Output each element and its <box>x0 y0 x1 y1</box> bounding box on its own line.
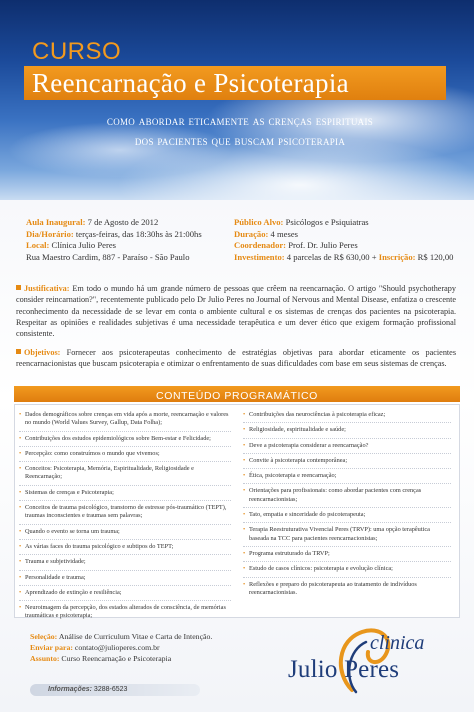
item-divider <box>19 554 231 555</box>
programa-item: • Reflexões e preparo do psicoterapeuta ao tratamento de indivíduos reencarnacionistas. <box>243 581 451 598</box>
square-bullet-icon <box>16 285 21 290</box>
programa-item: • Dados demográficos sobre crenças em vida após a morte, reencarnação e valores no mundo (World Values Survey, Gallup, Data Folha); <box>19 411 231 428</box>
programa-item: • Conceitos de trauma psicológico, transtorno de estresse pós-traumático (TEPT), traumas inconscientes e traumas sem palavras; <box>19 504 231 521</box>
publico-row <box>234 217 464 229</box>
programa-item: • Contribuições das neurociências à psicoterapia eficaz; <box>243 411 451 419</box>
item-divider <box>19 539 231 540</box>
local-row <box>26 240 236 252</box>
invest-label: Investimento: <box>234 251 285 262</box>
programa-item: • Terapia Reestruturativa Vivencial Peres (TRVP): uma opção terapêutica baseada na TCC para pacientes reencarnacionistas; <box>243 526 451 543</box>
duracao-value: 4 meses <box>270 228 298 239</box>
info-phone: 3288-6523 <box>93 686 128 693</box>
info-column-right <box>234 217 464 263</box>
programa-column-right <box>243 411 451 600</box>
programa-item: • Trauma e subjetividade; <box>19 558 231 566</box>
justificativa-text: Em todo o mundo há um grande número de pessoas que crêem na reencarnação. O artigo "Should psychotherapy consider reincarnation?", recentemente publicado pelo Dr Julio Peres no Journal of Nervous and Mental Disease, enfatiza o crescente reconhecimento da necessidade de se levar em conta o ambiente cultural e os sistemas de crenças dos pacientes na psicoterapia. Respeitar as opiniões e realidades subjetivas é uma necessidade terapêutica e um dever ético que exigem formação profissional consistente. <box>16 284 456 339</box>
programa-item: • As várias faces do trauma psicológico e subtipos do TEPT; <box>19 543 231 551</box>
logo-clinica-text: clinica <box>370 632 425 654</box>
item-divider <box>19 485 231 486</box>
invest-row <box>234 252 464 264</box>
programa-item: • Conceitos: Psicoterapia, Memória, Espiritualidade, Religiosidade e Reencarnação; <box>19 465 231 482</box>
duracao-row <box>234 229 464 241</box>
selecao-row <box>30 632 290 643</box>
item-divider <box>19 461 231 462</box>
aula-row <box>26 217 236 229</box>
coord-label: Coordenador: <box>234 240 287 251</box>
enviar-value[interactable]: contato@julioperes.com.br <box>74 642 160 652</box>
square-bullet-icon <box>16 349 21 354</box>
info-column-left <box>26 217 236 263</box>
dia-label: Dia/Horário: <box>26 228 74 239</box>
selecao-value: Análise de Curriculum Vitae e Carta de Intenção. <box>58 632 213 641</box>
justificativa-label: Justificativa: <box>24 284 70 293</box>
item-divider <box>243 561 451 562</box>
info-phone-bar <box>30 684 200 696</box>
assunto-value: Curso Reencarnação e Psicoterapia <box>61 653 172 663</box>
objetivos-paragraph <box>16 347 456 370</box>
item-divider <box>19 446 231 447</box>
invest-value: 4 parcelas de R$ 630,00 + <box>286 251 377 262</box>
item-divider <box>243 438 451 439</box>
item-divider <box>19 585 231 586</box>
programa-box <box>14 404 460 618</box>
programa-item: • Aprendizado de extinção e resiliência; <box>19 589 231 597</box>
dia-row <box>26 229 236 241</box>
programa-item: • Sistemas de crenças e Psicoterapia; <box>19 489 231 497</box>
sky-header <box>0 0 474 200</box>
programa-item: • Programa estruturado da TRVP; <box>243 550 451 558</box>
programa-item: • Estudo de casos clínicos: psicoterapia e evolução clínica; <box>243 565 451 573</box>
item-divider <box>19 600 231 601</box>
logo-name-text: Julio Peres <box>288 656 400 683</box>
info-label: Informações: <box>48 686 92 693</box>
item-divider <box>243 468 451 469</box>
subtitle-line-2: dos pacientes que buscam psicoterapia <box>134 133 346 148</box>
item-divider <box>243 483 451 484</box>
course-title: Reencarnação e Psicoterapia <box>32 68 349 98</box>
programa-band <box>14 386 460 402</box>
item-divider <box>243 577 451 578</box>
programa-title: CONTEÚDO PROGRAMÁTICO <box>156 390 318 402</box>
programa-item: • Personalidade e trauma; <box>19 574 231 582</box>
programa-item: • Deve a psicoterapia considerar a reencarnação? <box>243 442 451 450</box>
assunto-row <box>30 654 290 665</box>
objetivos-label: Objetivos: <box>24 348 61 357</box>
duracao-label: Duração: <box>234 228 269 239</box>
item-divider <box>19 500 231 501</box>
local-label: Local: <box>26 240 50 251</box>
programa-item: • Convite à psicoterapia contemporânea; <box>243 457 451 465</box>
item-divider <box>243 546 451 547</box>
item-divider <box>19 431 231 432</box>
coord-row <box>234 240 464 252</box>
aula-label: Aula Inaugural: <box>26 217 86 227</box>
programa-item: • Tato, empatia e sinceridade do psicoterapeuta; <box>243 511 451 519</box>
inscricao-value: R$ 120,00 <box>417 251 454 262</box>
item-divider <box>243 507 451 508</box>
justificativa-paragraph <box>16 283 456 339</box>
publico-value: Psicólogos e Psiquiatras <box>285 217 369 227</box>
programa-item: • Neuroimagem da percepção, dos estados alterados de consciência, de memórias traumáticas e psicoterapia; <box>19 604 231 621</box>
clinica-julio-peres-logo <box>282 622 462 700</box>
local-value: Clínica Julio Peres <box>51 240 116 251</box>
objetivos-text: Fornecer aos psicoterapeutas conhecimento de estratégias objetivas para abordar eticamente os pacientes reencarnacionistas que buscam psicoterapia e otimizar o enfrentamento de suas dificuldades com base em seus sistemas de crenças. <box>16 348 457 369</box>
programa-item: • Religiosidade, espiritualidade e saúde; <box>243 426 451 434</box>
programa-item: • Orientações para profissionais: como abordar pacientes com crenças reencarnacionistas; <box>243 487 451 504</box>
aula-value: 7 de Agosto de 2012 <box>87 217 159 227</box>
programa-item: • Contribuições dos estudos epidemiológicos sobre Bem-estar e Felicidade; <box>19 435 231 443</box>
selecao-label: Seleção: <box>30 632 58 641</box>
dia-value: terças-feiras, das 18:30hs às 21:00hs <box>75 228 202 239</box>
enviar-label: Enviar para: <box>30 642 73 652</box>
item-divider <box>19 570 231 571</box>
programa-item: • Ética, psicoterapia e reencarnação; <box>243 472 451 480</box>
enviar-row <box>30 643 290 654</box>
item-divider <box>243 422 451 423</box>
inscricao-label: Inscrição: <box>378 251 416 262</box>
coord-value: Prof. Dr. Julio Peres <box>288 240 358 251</box>
programa-item: • Quando o evento se torna um trauma; <box>19 528 231 536</box>
programa-item: • Percepção: como construímos o mundo que vivemos; <box>19 450 231 458</box>
title-band <box>24 66 446 100</box>
programa-column-left <box>19 411 231 624</box>
assunto-label: Assunto: <box>30 653 60 663</box>
item-divider <box>243 522 451 523</box>
application-info <box>30 632 290 664</box>
address: Rua Maestro Cardim, 887 - Paraíso - São Paulo <box>26 251 190 262</box>
item-divider <box>243 453 451 454</box>
publico-label: Público Alvo: <box>234 217 284 227</box>
subtitle-line-1: como abordar eticamente as crenças espirituais <box>106 113 374 128</box>
course-subtitle <box>30 111 450 151</box>
course-kicker: CURSO <box>32 38 122 65</box>
item-divider <box>19 524 231 525</box>
